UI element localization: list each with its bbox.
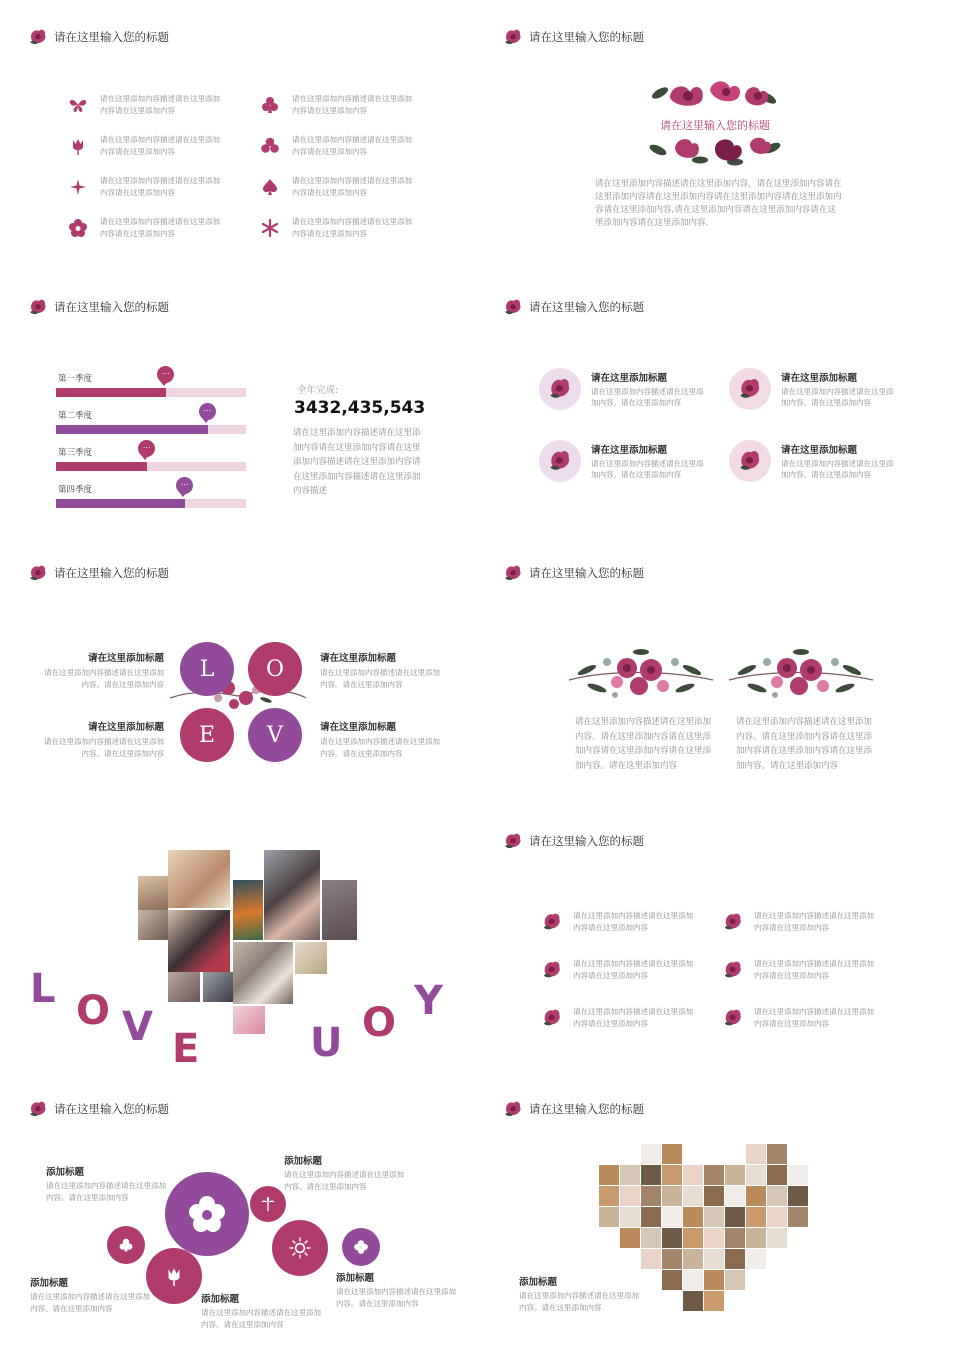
- slide-5[interactable]: [0, 536, 470, 798]
- item-text: 请在这里添加内容描述请在这里添加内容请在这里添加内容: [100, 135, 220, 156]
- mosaic-tile: [725, 1270, 745, 1290]
- item-text: 请在这里添加内容描述请在这里添加内容请在这里添加内容: [573, 959, 693, 980]
- item-text: 请在这里添加内容描述请在这里添加内容请在这里添加内容: [573, 1007, 693, 1028]
- item-desc: 请在这里添加内容描述请在这里添加内容。请在这里添加内容: [591, 386, 704, 407]
- progress-bubble: ...: [138, 440, 155, 457]
- progress-fill: [56, 499, 185, 508]
- slide-2[interactable]: [475, 0, 945, 262]
- item-title: 请在这里添加标题: [591, 444, 668, 456]
- mosaic-tile: [746, 1228, 766, 1248]
- slide-title: 请在这里输入您的标题: [54, 300, 169, 314]
- mosaic-tile: [641, 1186, 661, 1206]
- mosaic-tile: [683, 1228, 703, 1248]
- quarter-label: 第三季度: [58, 448, 93, 458]
- list-item: [260, 93, 417, 116]
- item-desc: 请在这里添加内容描述请在这里添加内容。请在这里添加内容: [46, 1181, 166, 1202]
- progress-fill: [56, 425, 208, 434]
- tulip-icon: [163, 1265, 185, 1287]
- mosaic-tile: [746, 1207, 766, 1227]
- list-item: [68, 175, 225, 198]
- item-title: 添加标题: [519, 1277, 558, 1288]
- mosaic-tile: [746, 1186, 766, 1206]
- mosaic-tile: [683, 1207, 703, 1227]
- rose-icon: [722, 911, 744, 933]
- mosaic-tile: [620, 1186, 640, 1206]
- slide-header: [28, 1100, 169, 1118]
- love-letter: O: [362, 1000, 397, 1046]
- slide-title: 请在这里输入您的标题: [529, 834, 644, 848]
- item-text: 请在这里添加内容描述请在这里添加内容请在这里添加内容: [100, 94, 220, 115]
- text-block: [336, 1270, 456, 1309]
- letter-circle-e: E: [180, 708, 234, 762]
- text-block: [320, 650, 444, 690]
- item-desc: 请在这里添加内容描述请在这里添加内容。请在这里添加内容: [591, 458, 704, 479]
- item-title: 添加标题: [30, 1278, 69, 1289]
- mosaic-tile: [662, 1165, 682, 1185]
- mosaic-tile: [641, 1165, 661, 1185]
- letter-circle-o: O: [248, 642, 302, 696]
- item-desc: 请在这里添加内容描述请在这里添加内容。请在这里添加内容: [320, 737, 440, 758]
- slide-1[interactable]: [0, 0, 470, 262]
- rose-icon: [722, 959, 744, 981]
- mosaic-tile: [620, 1207, 640, 1227]
- mosaic-tile: [767, 1228, 787, 1248]
- rose-logo-icon: [503, 1100, 523, 1118]
- mosaic-tile: [788, 1207, 808, 1227]
- slide-header: [503, 832, 644, 850]
- item-text: 请在这里添加内容描述请在这里添加内容请在这里添加内容: [292, 135, 412, 156]
- mosaic-tile: [725, 1165, 745, 1185]
- item-desc: 请在这里添加内容描述请在这里添加内容。请在这里添加内容: [44, 668, 164, 689]
- flower-icon: [68, 218, 88, 238]
- mosaic-tile: [767, 1165, 787, 1185]
- mosaic-tile: [683, 1165, 703, 1185]
- clover-circle: [342, 1228, 380, 1266]
- text-block: [46, 1164, 166, 1203]
- item-desc: 请在这里添加内容描述请在这里添加内容。请在这里添加内容: [336, 1287, 456, 1308]
- sparkle-icon: [68, 177, 88, 197]
- mosaic-tile: [746, 1165, 766, 1185]
- rose-icon: [541, 911, 563, 933]
- slide-7[interactable]: [0, 804, 470, 1066]
- flower-circle: [165, 1172, 249, 1256]
- item-desc: 请在这里添加内容描述请在这里添加内容。请在这里添加内容: [44, 737, 164, 758]
- mosaic-tile: [767, 1207, 787, 1227]
- mosaic-tile: [662, 1207, 682, 1227]
- item-desc: 请在这里添加内容描述请在这里添加内容。请在这里添加内容: [519, 1291, 639, 1312]
- item-text: 请在这里添加内容描述请在这里添加内容请在这里添加内容: [754, 1007, 874, 1028]
- slide-title: 请在这里输入您的标题: [529, 566, 644, 580]
- feature-item: [539, 440, 709, 482]
- rose-badge: [539, 440, 581, 482]
- rose-badge: [729, 368, 771, 410]
- flower-icon: [187, 1194, 227, 1234]
- slide-10[interactable]: [475, 1072, 945, 1334]
- item-desc: 请在这里添加内容描述请在这里添加内容。请在这里添加内容: [284, 1170, 404, 1191]
- slide-title: 请在这里输入您的标题: [54, 566, 169, 580]
- item-text: 请在这里添加内容描述请在这里添加内容请在这里添加内容: [100, 176, 220, 197]
- item-text: 请在这里添加内容描述请在这里添加内容请在这里添加内容: [292, 94, 412, 115]
- list-item: [541, 910, 695, 933]
- list-item: [722, 1006, 876, 1029]
- slide-9[interactable]: [0, 1072, 470, 1334]
- floral-wreath-illustration: [567, 640, 715, 710]
- rose-icon: [737, 376, 763, 402]
- progress-track: [56, 425, 246, 434]
- text-block: [201, 1291, 321, 1330]
- mosaic-tile: [704, 1207, 724, 1227]
- love-letter: V: [122, 1004, 153, 1050]
- slide-title: 请在这里输入您的标题: [529, 30, 644, 44]
- slide-title: 请在这里输入您的标题: [529, 300, 644, 314]
- item-title: 添加标题: [201, 1294, 240, 1305]
- rose-logo-icon: [503, 832, 523, 850]
- slide-3[interactable]: [0, 270, 470, 532]
- item-title: 请在这里添加标题: [87, 722, 164, 733]
- slide-6[interactable]: [475, 536, 945, 798]
- quarter-label: 第一季度: [58, 374, 93, 384]
- rose-logo-icon: [28, 1100, 48, 1118]
- slide-header: [503, 1100, 644, 1118]
- love-letter: O: [76, 988, 111, 1034]
- description: 请在这里添加内容描述请在这里添加内容。请在这里添加内容请在这里添加内容请在这里添加内容请在这里添加内容。请在这里添加内容: [736, 717, 873, 771]
- item-text: 请在这里添加内容描述请在这里添加内容请在这里添加内容: [292, 217, 412, 238]
- mosaic-tile: [683, 1270, 703, 1290]
- rose-badge: [539, 368, 581, 410]
- mosaic-tile: [599, 1186, 619, 1206]
- item-title: 添加标题: [284, 1156, 323, 1167]
- mosaic-tile: [662, 1228, 682, 1248]
- list-item: [541, 1006, 695, 1029]
- slide-header: [503, 28, 644, 46]
- mosaic-tile: [683, 1186, 703, 1206]
- quarter-label: 第二季度: [58, 411, 93, 421]
- rose-icon: [541, 1007, 563, 1029]
- feature-text: [781, 370, 899, 409]
- text-block: [284, 1153, 404, 1192]
- quarter-label: 第四季度: [58, 485, 93, 495]
- rose-logo-icon: [28, 28, 48, 46]
- mosaic-tile: [641, 1249, 661, 1269]
- mosaic-tile: [662, 1186, 682, 1206]
- mosaic-tile: [767, 1144, 787, 1164]
- mosaic-tile: [704, 1270, 724, 1290]
- slide-header: [28, 298, 169, 316]
- palm-tree-icon: [260, 1196, 276, 1212]
- sun-circle: [272, 1220, 328, 1276]
- completed-label: 全年完成:: [297, 385, 339, 396]
- list-item: [541, 958, 695, 981]
- slide-header: [503, 298, 644, 316]
- mosaic-tile: [683, 1291, 703, 1311]
- love-letter: E: [172, 1026, 200, 1066]
- mosaic-tile: [662, 1270, 682, 1290]
- mosaic-tile: [641, 1207, 661, 1227]
- item-text: 请在这里添加内容描述请在这里添加内容请在这里添加内容: [754, 959, 874, 980]
- progress-bubble: ...: [157, 366, 174, 383]
- list-item: [260, 134, 417, 157]
- slide-8[interactable]: [475, 804, 945, 1066]
- feature-text: [781, 442, 899, 481]
- palm-circle: [250, 1186, 286, 1222]
- text-block: [30, 1275, 150, 1314]
- mosaic-tile: [725, 1228, 745, 1248]
- butterfly-icon: [68, 95, 88, 115]
- progress-track: [56, 499, 246, 508]
- progress-fill: [56, 462, 147, 471]
- description: 请在这里添加内容描述请在这里添加内容。请在这里添加内容请在这里添加内容请在这里添加内容请在这里添加内容。请在这里添加内容: [575, 717, 712, 771]
- item-text: 请在这里添加内容描述请在这里添加内容请在这里添加内容: [292, 176, 412, 197]
- club-icon: [118, 1237, 134, 1253]
- list-item: [68, 134, 225, 157]
- rose-badge: [729, 440, 771, 482]
- mosaic-tile: [767, 1186, 787, 1206]
- item-title: 添加标题: [336, 1273, 375, 1284]
- feature-item: [729, 368, 899, 410]
- item-text: 请在这里添加内容描述请在这里添加内容请在这里添加内容: [100, 217, 220, 238]
- list-item: [722, 958, 876, 981]
- description: 请在这里添加内容描述请在这里添加内容，请在这里添加内容请在这里添加内容请在这里添加内容请在这里添加内容请在这里添加内容请在这里添加内容,请在这里添加内容请在这里添加内容请在这里添加内容请在这里添加内容.: [595, 179, 842, 228]
- item-title: 请在这里添加标题: [320, 653, 397, 664]
- item-title: 请在这里添加标题: [87, 653, 164, 664]
- letter-circle-v: V: [248, 708, 302, 762]
- love-letter: L: [30, 966, 56, 1012]
- list-item: [260, 216, 417, 239]
- rose-logo-icon: [28, 564, 48, 582]
- feature-text: [591, 370, 709, 409]
- mosaic-tile: [599, 1165, 619, 1185]
- slide-header: [28, 28, 169, 46]
- text-block: [40, 650, 164, 690]
- list-item: [260, 175, 417, 198]
- item-title: 请在这里添加标题: [781, 444, 858, 456]
- rose-logo-icon: [28, 298, 48, 316]
- text-block: [519, 1274, 644, 1313]
- mosaic-tile: [641, 1228, 661, 1248]
- mosaic-tile: [662, 1144, 682, 1164]
- progress-bubble: ...: [176, 477, 193, 494]
- club-icon: [260, 95, 280, 115]
- item-desc: 请在这里添加内容描述请在这里添加内容。请在这里添加内容: [781, 458, 894, 479]
- item-text: 请在这里添加内容描述请在这里添加内容请在这里添加内容: [573, 911, 693, 932]
- sun-icon: [289, 1237, 311, 1259]
- four-leaf-icon: [353, 1239, 369, 1255]
- mosaic-tile: [683, 1249, 703, 1269]
- slide-title: 请在这里输入您的标题: [54, 1102, 169, 1116]
- mosaic-tile: [704, 1228, 724, 1248]
- slide-header: [28, 564, 169, 582]
- rose-icon: [547, 448, 573, 474]
- progress-track: [56, 462, 246, 471]
- tulip-circle: [146, 1248, 202, 1304]
- slide-title: 请在这里输入您的标题: [54, 30, 169, 44]
- tulip-icon: [68, 136, 88, 156]
- list-item: [722, 910, 876, 933]
- list-item: [68, 216, 225, 239]
- mosaic-tile: [725, 1207, 745, 1227]
- feature-item: [729, 440, 899, 482]
- clover-icon: [260, 136, 280, 156]
- mosaic-tile: [788, 1186, 808, 1206]
- description: 请在这里添加内容描述请在这里添加内容请在这里添加内容请在这里添加内容描述请在这里添加内容请在这里添加内容描述请在这里添加内容描述: [293, 428, 421, 496]
- spade-icon: [260, 177, 280, 197]
- rose-logo-icon: [503, 28, 523, 46]
- item-title: 请在这里添加标题: [320, 722, 397, 733]
- slide-header: [503, 564, 644, 582]
- item-desc: 请在这里添加内容描述请在这里添加内容。请在这里添加内容: [320, 668, 440, 689]
- feature-text: [591, 442, 709, 481]
- letter-circle-l: L: [180, 642, 234, 696]
- mosaic-tile: [788, 1165, 808, 1185]
- mosaic-tile: [746, 1249, 766, 1269]
- banner-title: 请在这里输入您的标题: [660, 119, 770, 132]
- rose-logo-icon: [503, 564, 523, 582]
- item-title: 请在这里添加标题: [591, 372, 668, 384]
- rose-icon: [737, 448, 763, 474]
- completed-value: 3432,435,543: [294, 398, 426, 418]
- list-item: [68, 93, 225, 116]
- mosaic-tile: [704, 1291, 724, 1311]
- mosaic-tile: [599, 1207, 619, 1227]
- rose-icon: [547, 376, 573, 402]
- item-title: 添加标题: [46, 1167, 85, 1178]
- item-text: 请在这里添加内容描述请在这里添加内容请在这里添加内容: [754, 911, 874, 932]
- club-circle: [107, 1226, 145, 1264]
- rose-icon: [722, 1007, 744, 1029]
- feature-item: [539, 368, 709, 410]
- mosaic-tile: [704, 1186, 724, 1206]
- love-letter: Y: [414, 978, 443, 1024]
- mosaic-tile: [746, 1144, 766, 1164]
- text-block: [320, 719, 444, 759]
- floral-wreath-illustration: [727, 640, 875, 710]
- rose-icon: [541, 959, 563, 981]
- item-desc: 请在这里添加内容描述请在这里添加内容。请在这里添加内容: [201, 1308, 321, 1329]
- slide-title: 请在这里输入您的标题: [529, 1102, 644, 1116]
- item-title: 请在这里添加标题: [781, 372, 858, 384]
- mosaic-tile: [704, 1249, 724, 1269]
- asterisk-icon: [260, 218, 280, 238]
- rose-logo-icon: [503, 298, 523, 316]
- mosaic-tile: [620, 1165, 640, 1185]
- progress-bubble: ...: [199, 403, 216, 420]
- mosaic-tile: [725, 1249, 745, 1269]
- mosaic-tile: [704, 1165, 724, 1185]
- slide-4[interactable]: [475, 270, 945, 532]
- mosaic-tile: [662, 1249, 682, 1269]
- progress-track: [56, 388, 246, 397]
- mosaic-tile: [725, 1186, 745, 1206]
- text-block: [40, 719, 164, 759]
- item-desc: 请在这里添加内容描述请在这里添加内容。请在这里添加内容: [781, 386, 894, 407]
- progress-fill: [56, 388, 166, 397]
- love-letter: U: [310, 1020, 343, 1066]
- item-desc: 请在这里添加内容描述请在这里添加内容。请在这里添加内容: [30, 1292, 150, 1313]
- mosaic-tile: [620, 1228, 640, 1248]
- mosaic-tile: [641, 1144, 661, 1164]
